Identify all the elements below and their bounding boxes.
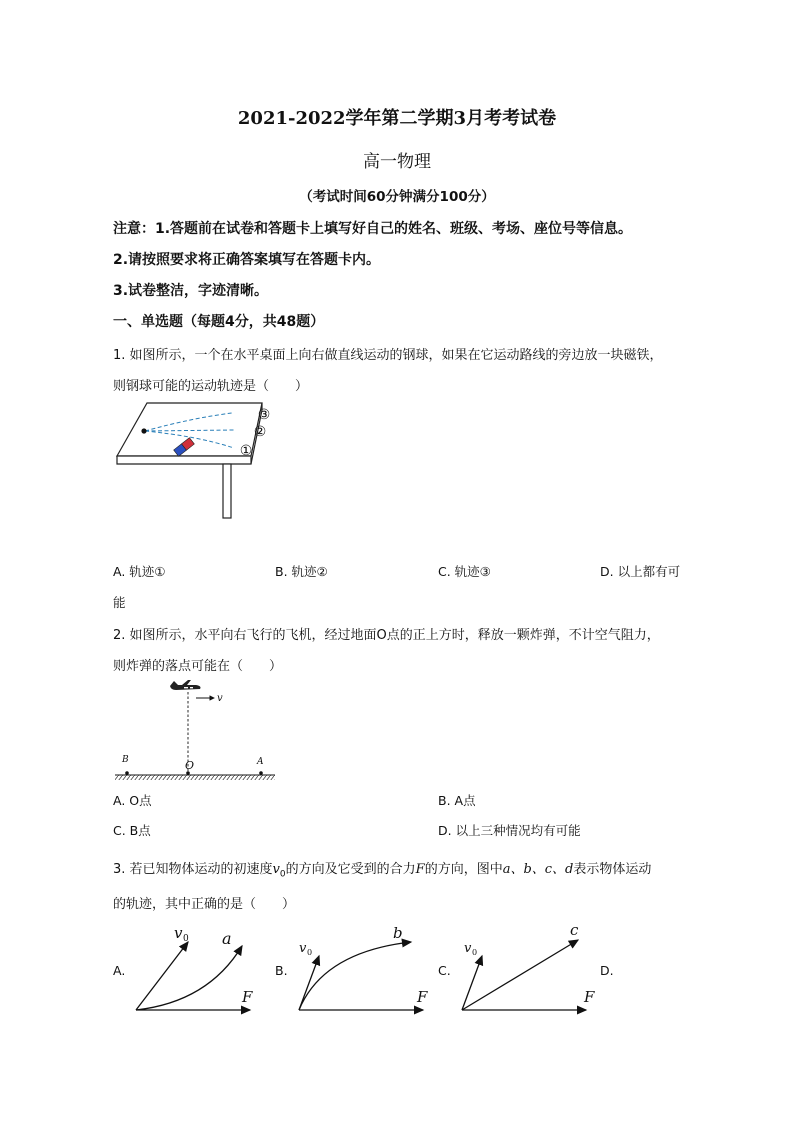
q3-figure-a	[130, 922, 265, 1017]
point-a	[259, 771, 263, 775]
ground-hatching	[115, 775, 275, 780]
q1-option-c[interactable]: C. 轨迹③	[438, 564, 491, 579]
svg-text:b: b	[393, 924, 403, 942]
q3-figure-b	[293, 922, 438, 1017]
q2-option-a[interactable]: A. O点	[113, 793, 152, 808]
note-2: 2.请按照要求将正确答案填写在答题卡内。	[113, 252, 381, 268]
airplane-icon	[170, 680, 201, 690]
q3-option-c-label[interactable]: C.	[438, 963, 451, 978]
q1-option-d[interactable]: D. 以上都有可	[600, 564, 681, 579]
q1-option-d-wrap: 能	[113, 595, 126, 610]
q3-figure-c	[456, 918, 601, 1017]
svg-text:v: v	[174, 924, 183, 942]
svg-text:F: F	[417, 988, 428, 1006]
exam-subject: 高一物理	[363, 152, 431, 172]
label-o: O	[185, 759, 195, 772]
q3-option-b-label[interactable]: B.	[275, 963, 288, 978]
trajectory-c	[462, 940, 578, 1010]
svg-text:F: F	[584, 988, 595, 1006]
trajectory-a	[136, 946, 242, 1010]
svg-text:v: v	[464, 941, 472, 956]
q1-text-line1: 1. 如图所示，一个在水平桌面上向右做直线运动的钢球，如果在它运动路线的旁边放一块磁铁，	[113, 348, 663, 363]
point-b	[125, 771, 129, 775]
table-edge	[117, 456, 251, 464]
q2-text-line2: 则炸弹的落点可能在（ ）	[113, 659, 283, 674]
svg-text:0: 0	[472, 948, 478, 957]
svg-text:F: F	[242, 988, 253, 1006]
exam-time-info: （考试时间60分钟满分100分）	[299, 189, 495, 205]
steel-ball	[141, 428, 146, 433]
svg-text:c: c	[570, 921, 579, 939]
q2-plane-figure	[110, 676, 280, 784]
q1-table-figure	[112, 398, 272, 522]
label-v: v	[217, 693, 223, 704]
svg-text:a: a	[222, 929, 232, 948]
trajectory-b	[299, 942, 411, 1010]
note-3: 3.试卷整洁，字迹清晰。	[113, 283, 269, 299]
q1-text-line2: 则钢球可能的运动轨迹是（ ）	[113, 379, 309, 394]
exam-title: 2021-2022学年第二学期3月考考试卷	[237, 108, 557, 129]
q3-text-line1: 3. 若已知物体运动的初速度$v_0$的方向及它受到的合力F的方向，图中a、b、c、d表示物体运动	[113, 862, 652, 880]
label-a: A	[257, 757, 264, 767]
q3-option-a-label[interactable]: A.	[113, 963, 126, 978]
label-3: ③	[257, 407, 271, 423]
q1-option-b[interactable]: B. 轨迹②	[275, 564, 328, 579]
svg-text:0: 0	[307, 948, 313, 957]
q2-text-line1: 2. 如图所示，水平向右飞行的飞机，经过地面O点的正上方时，释放一颗炸弹，不计空气阻力，	[113, 628, 660, 643]
svg-text:0: 0	[183, 934, 189, 944]
q2-option-c[interactable]: C. B点	[113, 823, 151, 838]
q3-option-d-label[interactable]: D.	[600, 963, 614, 978]
svg-text:v: v	[299, 941, 307, 956]
velocity-arrow	[462, 956, 482, 1010]
q2-option-b[interactable]: B. A点	[438, 793, 476, 808]
label-2: ②	[253, 424, 267, 440]
label-b: B	[122, 755, 129, 765]
q3-text-line2: 的轨迹，其中正确的是（ ）	[113, 897, 296, 912]
table-leg	[223, 464, 231, 518]
q1-option-a[interactable]: A. 轨迹①	[113, 564, 166, 579]
label-1: ①	[239, 443, 253, 459]
note-1: 注意：1.答题前在试卷和答题卡上填写好自己的姓名、班级、考场、座位号等信息。	[113, 221, 633, 237]
q2-option-d[interactable]: D. 以上三种情况均有可能	[438, 823, 581, 838]
section-heading: 一、单选题（每题4分，共48题）	[113, 314, 325, 330]
